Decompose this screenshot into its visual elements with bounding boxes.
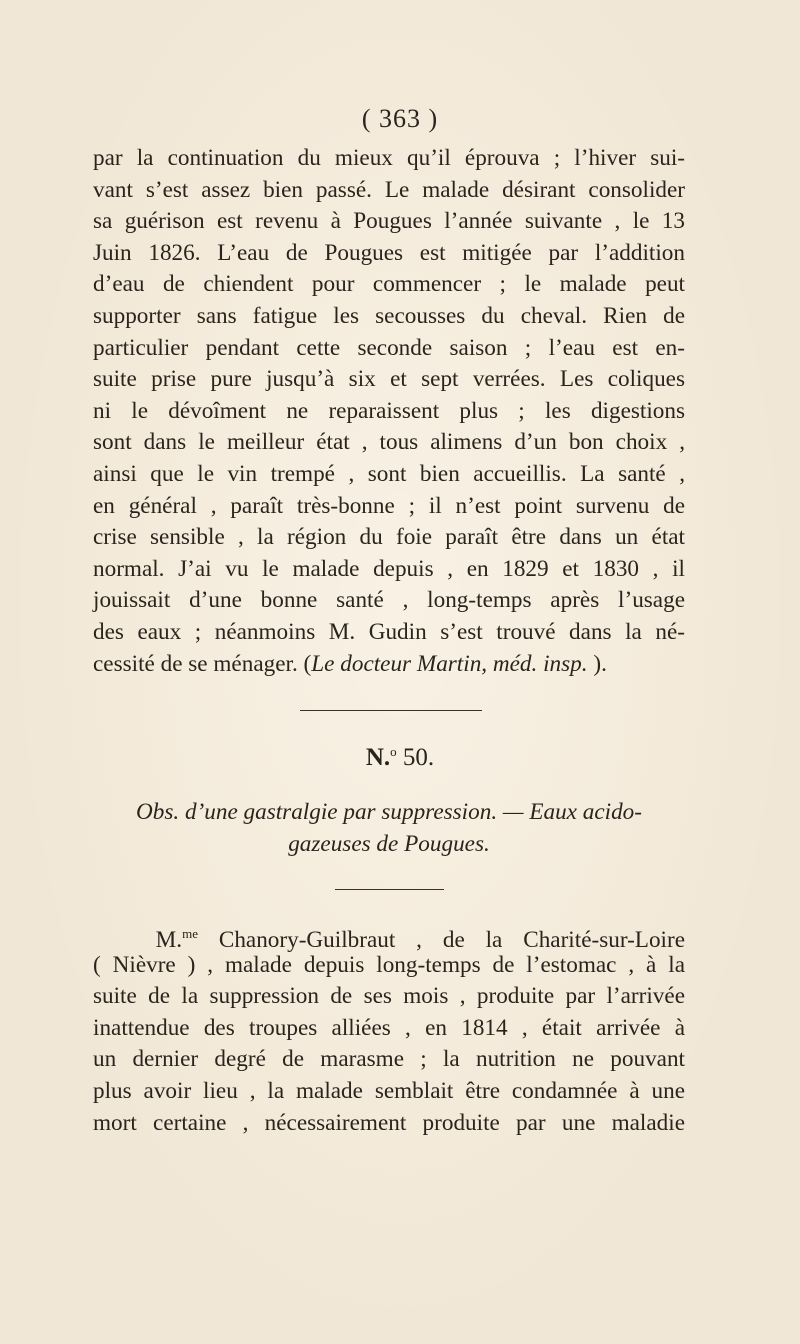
text-line: en général , paraît très-bonne ; il n’est point survenu de: [93, 492, 685, 519]
text-line: suite prise pure jusqu’à six et sept verrées. Les coliques: [93, 366, 685, 393]
text-fragment: cessité de se ménager. (: [93, 650, 312, 677]
title-abbrev-sup: me: [182, 926, 198, 941]
text-line: des eaux ; néanmoins M. Gudin s’est trouvé dans la né-: [93, 618, 685, 645]
text-line: un dernier degré de marasme ; la nutrition ne pouvant: [93, 1046, 685, 1073]
text-line: d’eau de chiendent pour commencer ; le malade peut: [93, 271, 685, 298]
text-line: normal. J’ai vu le malade depuis , en 1829 et 1830 , il: [93, 555, 685, 582]
observation-title-line: Obs. d’une gastralgie par suppression. — Eaux acido-: [135, 799, 642, 825]
observation-number-suffix: o: [390, 744, 397, 759]
text-line: supporter sans fatigue les secousses du cheval. Rien de: [93, 302, 685, 329]
observation-number: [0, 744, 800, 772]
observation-title-line: gazeuses de Pougues.: [288, 831, 490, 857]
observation-number-prefix: N.: [365, 744, 391, 771]
text-line: ni le dévoîment ne reparaissent plus ; les digestions: [93, 397, 685, 424]
text-line: inattendue des troupes alliées , en 1814 , était arrivée à: [93, 1014, 685, 1041]
body-paragraph: [93, 143, 685, 680]
text-line: sa guérison est revenu à Pougues l’année suivante , le 13: [93, 208, 685, 235]
separator-rule: [300, 710, 482, 711]
text-fragment: ).: [587, 650, 607, 677]
separator-rule: [335, 889, 444, 890]
text-line: plus avoir lieu , la malade semblait être condamnée à une: [93, 1077, 685, 1104]
observation-number-value: 50.: [396, 744, 435, 771]
text-line: mort certaine , nécessairement produite par une maladie: [93, 1109, 685, 1136]
text-line: particulier pendant cette seconde saison ; l’eau est en-: [93, 334, 685, 361]
text-fragment: Chanory-Guilbraut , de la Charité-sur-Loire: [197, 927, 686, 953]
text-line: suite de la suppression de ses mois , produite par l’arrivée: [93, 983, 685, 1010]
observation-title: [93, 796, 685, 860]
text-line-last: [93, 649, 685, 681]
text-line: vant s’est assez bien passé. Le malade désirant consolider: [93, 176, 685, 203]
text-line: ainsi que le vin trempé , sont bien accueillis. La santé ,: [93, 460, 685, 487]
text-line: Juin 1826. L’eau de Pougues est mitigée par l’addition: [93, 239, 685, 266]
body-paragraph: [93, 918, 685, 1139]
signature: Le docteur Martin, méd. insp.: [311, 650, 588, 677]
text-line: jouissait d’une bonne santé , long-temps après l’usage: [93, 587, 685, 614]
text-line: par la continuation du mieux qu’il éprouva ; l’hiver sui-: [93, 145, 685, 171]
page-number: ( 363 ): [361, 104, 439, 133]
text-line: [93, 918, 686, 953]
title-abbrev: M.: [155, 927, 183, 953]
text-line: crise sensible , la région du foie paraît être dans un état: [93, 524, 685, 551]
text-line: sont dans le meilleur état , tous alimens d’un bon choix ,: [93, 429, 685, 456]
text-line: ( Nièvre ) , malade depuis long-temps de l’estomac , à la: [93, 951, 685, 978]
